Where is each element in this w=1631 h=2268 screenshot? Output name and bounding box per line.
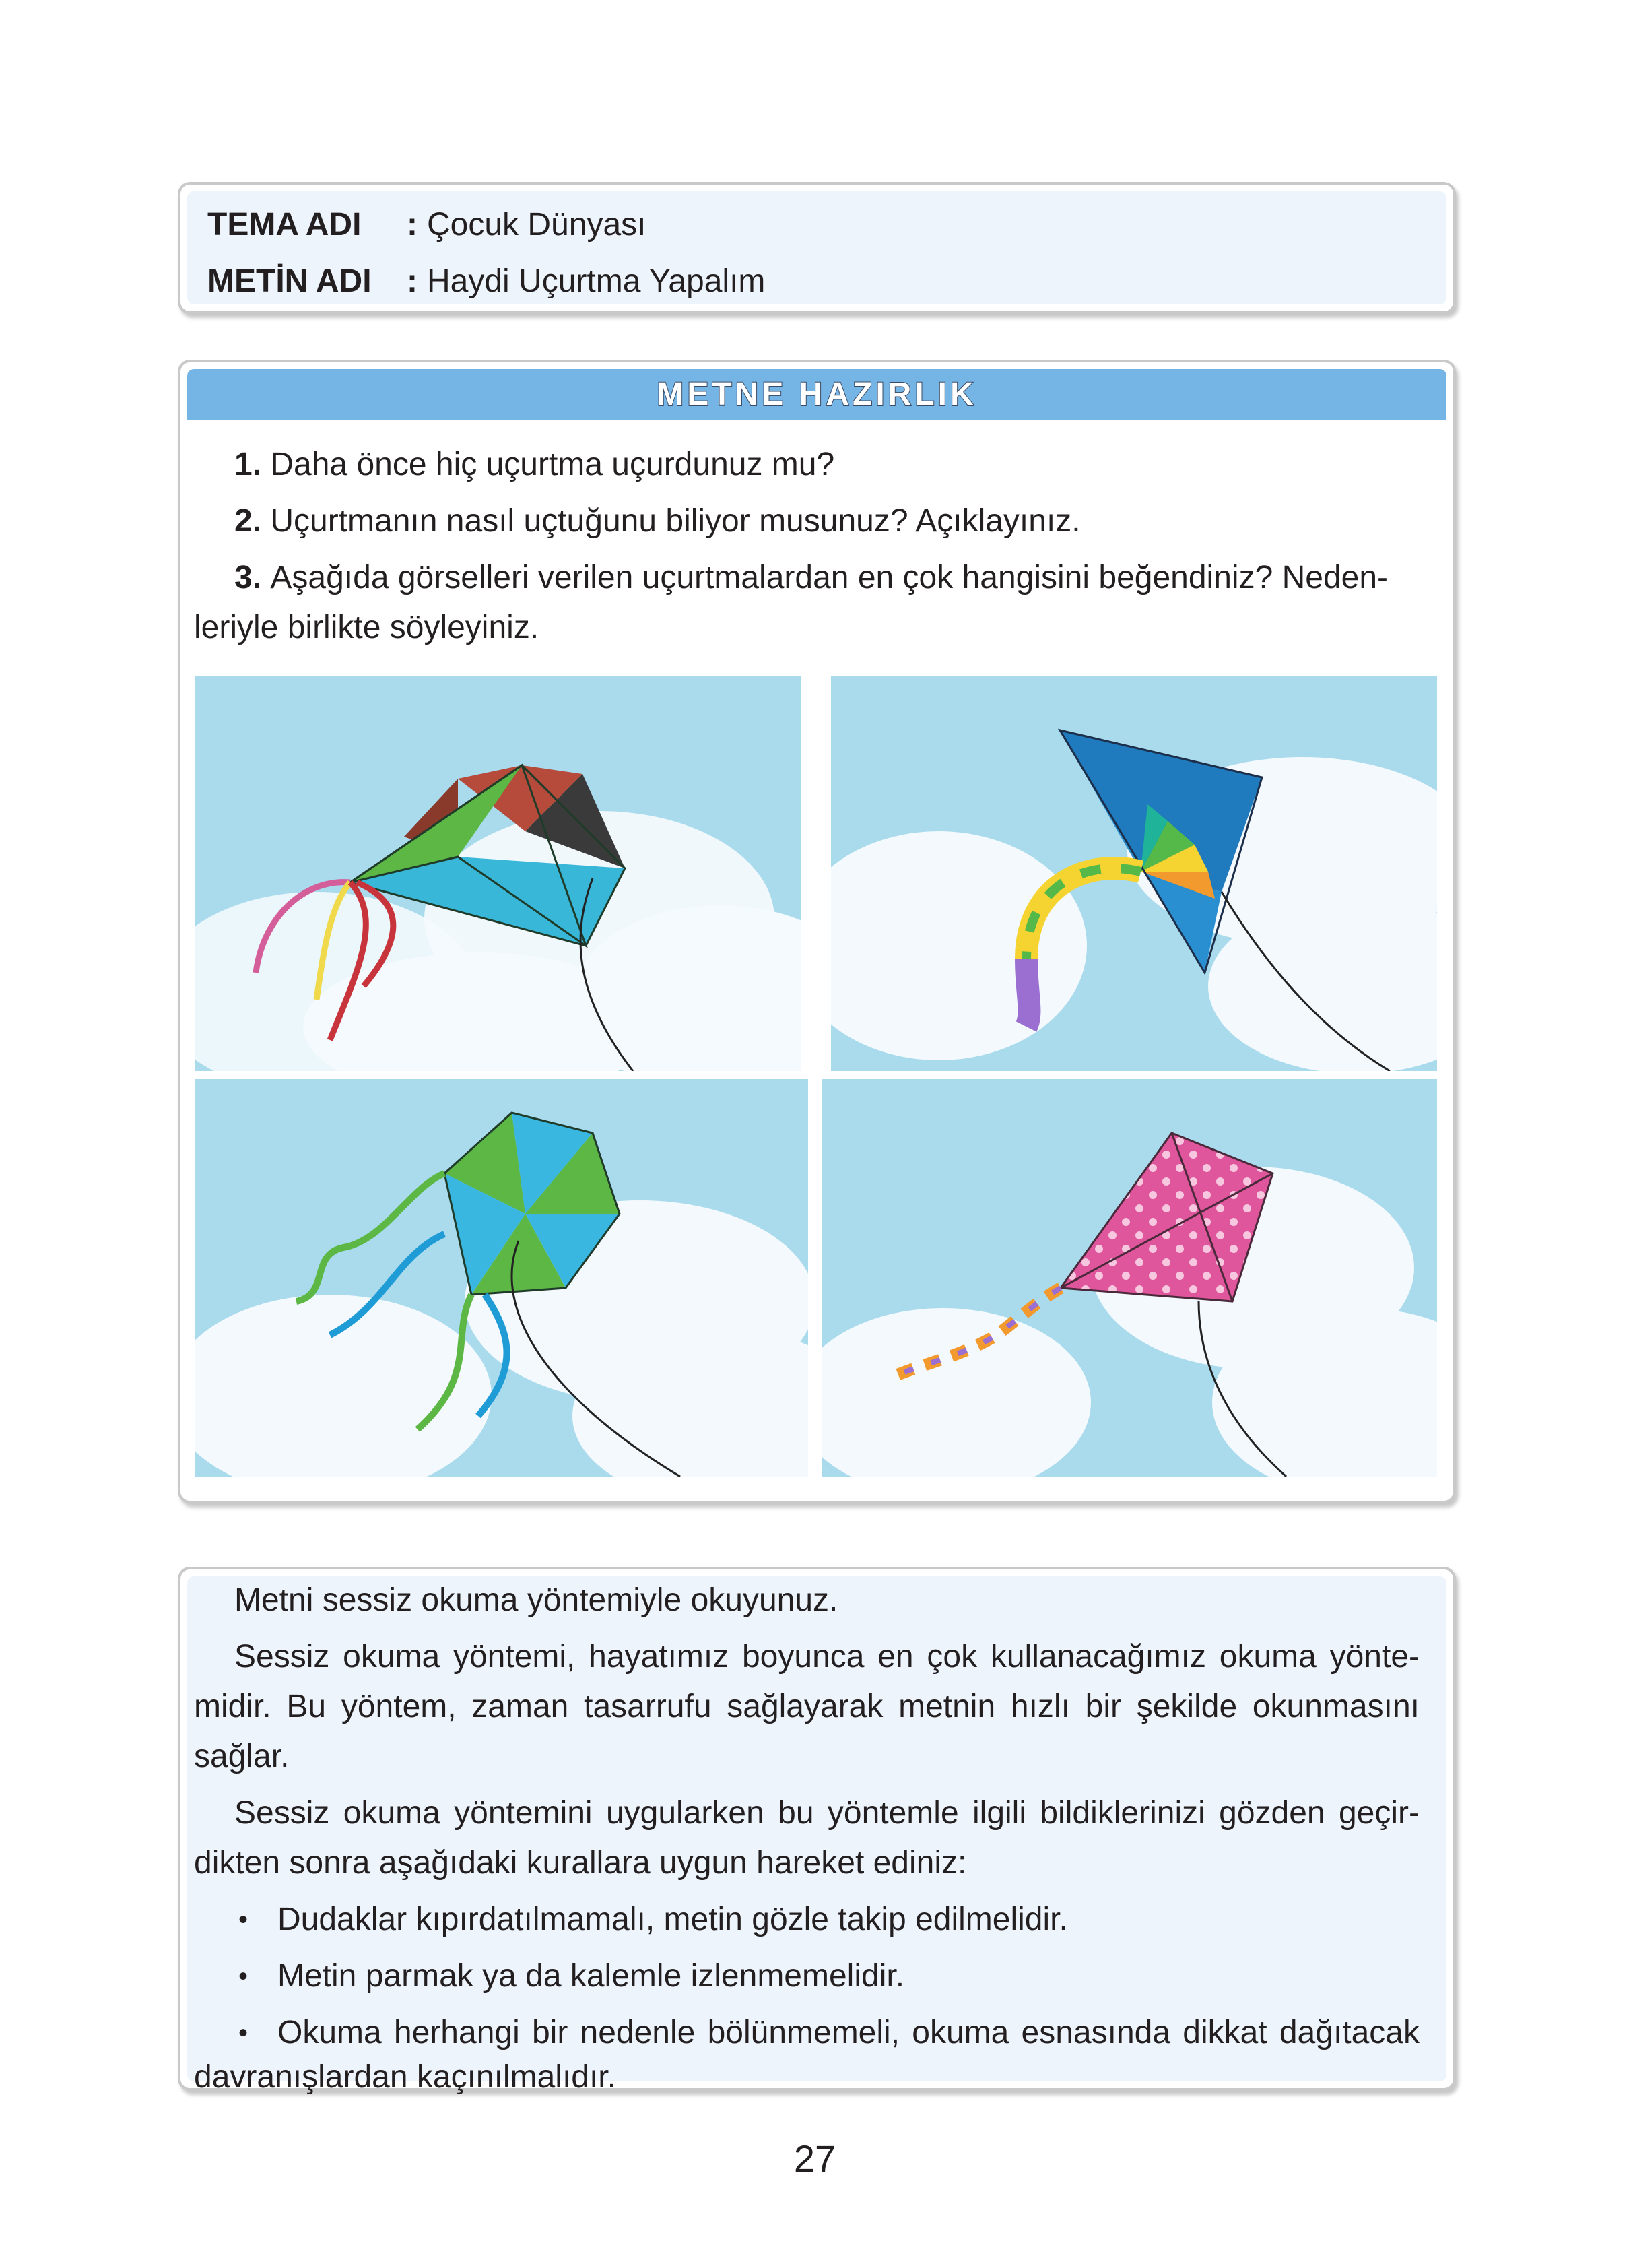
reading-intro: Metni sessiz okuma yöntemiyle okuyunuz. bbox=[234, 1582, 838, 1618]
pink-polka-dot-kite-image bbox=[822, 1079, 1437, 1477]
hexagon-green-blue-kite-image bbox=[195, 1079, 808, 1477]
theme-info-inner bbox=[187, 191, 1446, 304]
preparation-box bbox=[178, 360, 1456, 1503]
rule-1: Dudaklar kıpırdatılmamalı, metin gözle takip edilmelidir. bbox=[277, 1902, 1068, 1937]
bullet-icon: • bbox=[238, 2018, 248, 2048]
question-text: leriyle birlikte söyleyiniz. bbox=[194, 610, 539, 645]
question-number: 2. bbox=[234, 503, 262, 539]
question-number: 3. bbox=[234, 560, 262, 595]
paragraph-line: Sessiz okuma yöntemi, hayatımız boyunca en çok kullanacağımız okuma yönte- bbox=[234, 1639, 1420, 1675]
green-diamond-kite-image bbox=[195, 676, 801, 1071]
theme-label: TEMA ADI bbox=[207, 207, 362, 242]
text-colon: : bbox=[407, 263, 418, 299]
question-1 bbox=[234, 445, 834, 485]
paragraph-line: dikten sonra aşağıdaki kurallara uygun hareket ediniz: bbox=[194, 1845, 967, 1881]
question-text: Daha önce hiç uçurtma uçurdunuz mu? bbox=[270, 447, 835, 482]
rule-2: Metin parmak ya da kalemle izlenmemelidir. bbox=[277, 1958, 905, 1994]
reading-instructions-box bbox=[178, 1567, 1456, 2095]
rule-3: Okuma herhangi bir nedenle bölünmemeli, okuma esnasında dikkat dağıtacak bbox=[277, 2015, 1420, 2050]
question-3 bbox=[234, 558, 1388, 598]
page-number: 27 bbox=[793, 2137, 836, 2180]
question-2 bbox=[234, 501, 1081, 542]
bullet-icon: • bbox=[238, 1905, 248, 1935]
preparation-title: METNE HAZIRLIK bbox=[657, 377, 977, 412]
question-number: 1. bbox=[234, 447, 262, 482]
theme-colon: : bbox=[407, 207, 418, 242]
question-3-continued bbox=[194, 608, 539, 648]
text-value: Haydi Uçurtma Yapalım bbox=[427, 263, 766, 299]
theme-info-box bbox=[178, 182, 1456, 314]
theme-value: Çocuk Dünyası bbox=[427, 207, 646, 242]
text-label: METİN ADI bbox=[207, 263, 372, 299]
bullet-icon: • bbox=[238, 1962, 248, 1991]
preparation-header bbox=[187, 369, 1446, 420]
question-text: Aşağıda görselleri verilen uçurtmalardan en çok hangisini beğendiniz? Neden- bbox=[270, 560, 1389, 595]
paragraph-line: midir. Bu yöntem, zaman tasarrufu sağlayarak metnin hızlı bir şekilde okunmasını bbox=[194, 1689, 1420, 1724]
rule-3-continued: davranışlardan kaçınılmalıdır. bbox=[194, 2059, 616, 2095]
reading-instructions-inner bbox=[187, 1576, 1446, 2095]
text-title-row bbox=[207, 261, 765, 302]
paragraph-line: sağlar. bbox=[194, 1739, 290, 1774]
question-text: Uçurtmanın nasıl uçtuğunu biliyor musunuz? Açıklayınız. bbox=[270, 503, 1081, 539]
paragraph-line: Sessiz okuma yöntemini uygularken bu yöntemle ilgili bildiklerinizi gözden geçir- bbox=[234, 1795, 1420, 1831]
blue-rainbow-delta-kite-image bbox=[831, 676, 1437, 1071]
theme-row bbox=[207, 205, 646, 245]
